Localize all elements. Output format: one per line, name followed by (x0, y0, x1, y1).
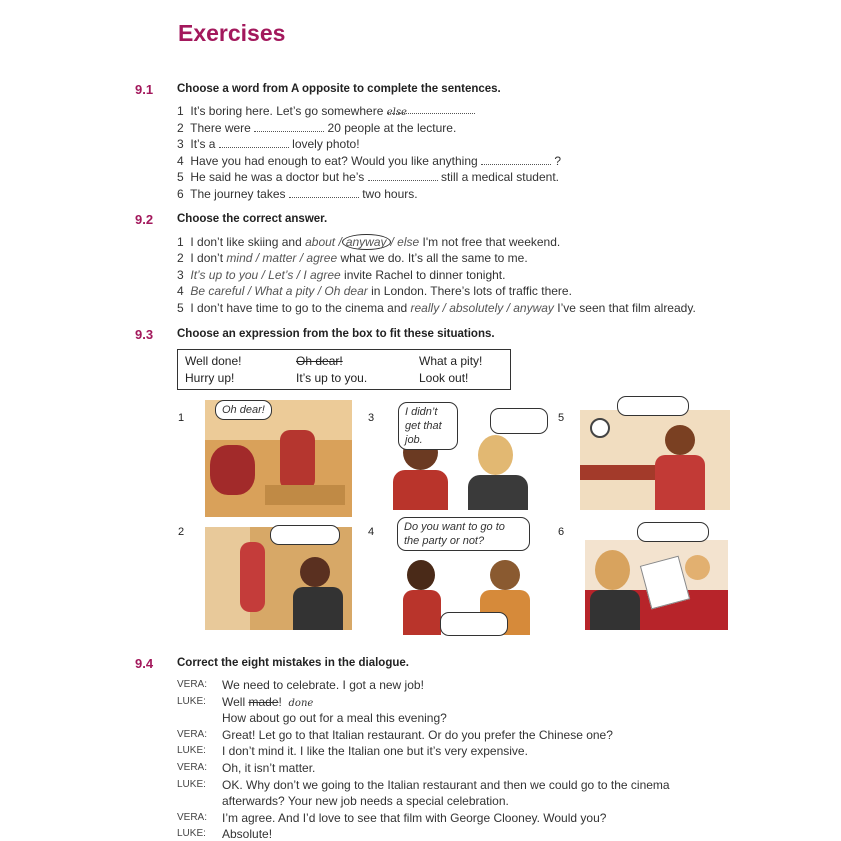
exercise-instruction: Correct the eight mistakes in the dialogue. (177, 657, 409, 669)
empty-speech-bubble (490, 408, 548, 434)
dialogue-line: Well made! done (222, 694, 314, 709)
expression: Well done! (185, 354, 242, 368)
exercise-number: 9.1 (135, 82, 154, 97)
empty-speech-bubble (637, 522, 709, 542)
speech-bubble: I didn’t get that job. (398, 402, 458, 450)
answer-options: mind / matter / agree (226, 251, 338, 266)
exercise-number: 9.3 (135, 327, 154, 342)
speaker-label: VERA: (177, 728, 208, 740)
dialogue-line: Great! Let go to that Italian restaurant. Or do you prefer the Chinese one? (222, 727, 613, 742)
expression: Hurry up! (185, 371, 235, 385)
sentence-item: 2 I don’t mind / matter / agree what we do. It’s all the same to me. (177, 251, 528, 266)
answer-blank[interactable] (289, 188, 359, 198)
speaker-label: LUKE: (177, 695, 206, 707)
exercise-instruction: Choose the correct answer. (177, 213, 328, 225)
picture-number: 1 (178, 412, 185, 424)
expression: What a pity! (419, 354, 483, 368)
exercise-instruction: Choose a word from A opposite to complete the sentences. (177, 83, 501, 95)
dialogue-line: Absolute! (222, 827, 273, 841)
dialogue-line: I’m agree. And I’d love to see that film with George Clooney. Would you? (222, 810, 607, 825)
empty-speech-bubble (440, 612, 508, 636)
picture-number: 5 (558, 412, 565, 424)
circled-answer: anyway (342, 234, 391, 250)
picture-6 (585, 540, 728, 630)
empty-speech-bubble (617, 396, 689, 416)
dialogue-line: We need to celebrate. I got a new job! (222, 678, 424, 692)
dialogue-line: I don’t mind it. I like the Italian one but it’s very expensive. (222, 744, 528, 759)
speech-bubble: Do you want to go to the party or not? (397, 517, 530, 551)
picture-5 (580, 410, 730, 510)
empty-speech-bubble (270, 525, 340, 545)
sentence-item: 3 It’s up to you / Let’s / I agree invite Rachel to dinner tonight. (177, 267, 506, 282)
picture-number: 2 (178, 526, 185, 538)
answer-options: Be careful / What a pity / Oh dear (190, 284, 368, 299)
answer-blank[interactable] (368, 171, 438, 181)
sentence-item: 2 There were 20 people at the lecture. (177, 120, 457, 135)
speech-bubble: Oh dear! (215, 400, 272, 420)
expression-box (177, 349, 511, 390)
handwritten-correction: done (288, 697, 314, 709)
speaker-label: VERA: (177, 762, 208, 773)
sentence-item: 6 The journey takes two hours. (177, 187, 418, 201)
exercise-instruction: Choose an expression from the box to fit these situations. (177, 328, 495, 340)
sentence-item: 3 It’s a lovely photo! (177, 137, 360, 152)
picture-number: 4 (368, 526, 375, 538)
sentence-item: 4 Be careful / What a pity / Oh dear in London. There’s lots of traffic there. (177, 284, 572, 299)
answer-blank[interactable] (219, 138, 289, 148)
sentence-item: 5 He said he was a doctor but he’s still a medical student. (177, 170, 559, 185)
speaker-label: LUKE: (177, 778, 206, 790)
answer-options: It’s up to you / Let’s / I agree (190, 267, 341, 282)
page-title: Exercises (178, 20, 286, 46)
speaker-label: VERA: (177, 679, 208, 690)
sentence-item: 1 It’s boring here. Let’s go somewhere else (177, 104, 475, 118)
sentence-item: 4 Have you had enough to eat? Would you like anything ? (177, 153, 562, 168)
answer-blank[interactable] (254, 122, 324, 132)
dialogue-line: Oh, it isn’t matter. (222, 761, 316, 775)
picture-number: 3 (368, 412, 375, 424)
dialogue-line: OK. Why don’t we going to the Italian restaurant and then we could go to the cinema (222, 777, 670, 792)
crossed-out-word: made (248, 694, 279, 709)
answer-blank[interactable] (481, 155, 551, 165)
speaker-label: VERA: (177, 811, 208, 823)
expression-used: Oh dear! (296, 354, 343, 368)
expression: Look out! (419, 371, 469, 385)
expression: It’s up to you. (296, 371, 368, 385)
picture-number: 6 (558, 526, 565, 538)
sentence-item: 5 I don’t have time to go to the cinema and really / absolutely / anyway I’ve seen that film already. (177, 300, 696, 315)
answer-options: really / absolutely / anyway (410, 300, 554, 315)
speaker-label: LUKE: (177, 828, 206, 840)
dialogue-line: How about go out for a meal this evening? (222, 711, 447, 726)
sentence-item: 1 I don’t like skiing and about / anyway / else I'm not free that weekend. (177, 235, 561, 249)
dialogue-line: afterwards? Your new job needs a special celebration. (222, 794, 509, 809)
exercise-number: 9.4 (135, 656, 154, 671)
speaker-label: LUKE: (177, 745, 206, 757)
exercise-number: 9.2 (135, 212, 154, 227)
answer-blank: else (387, 104, 475, 114)
